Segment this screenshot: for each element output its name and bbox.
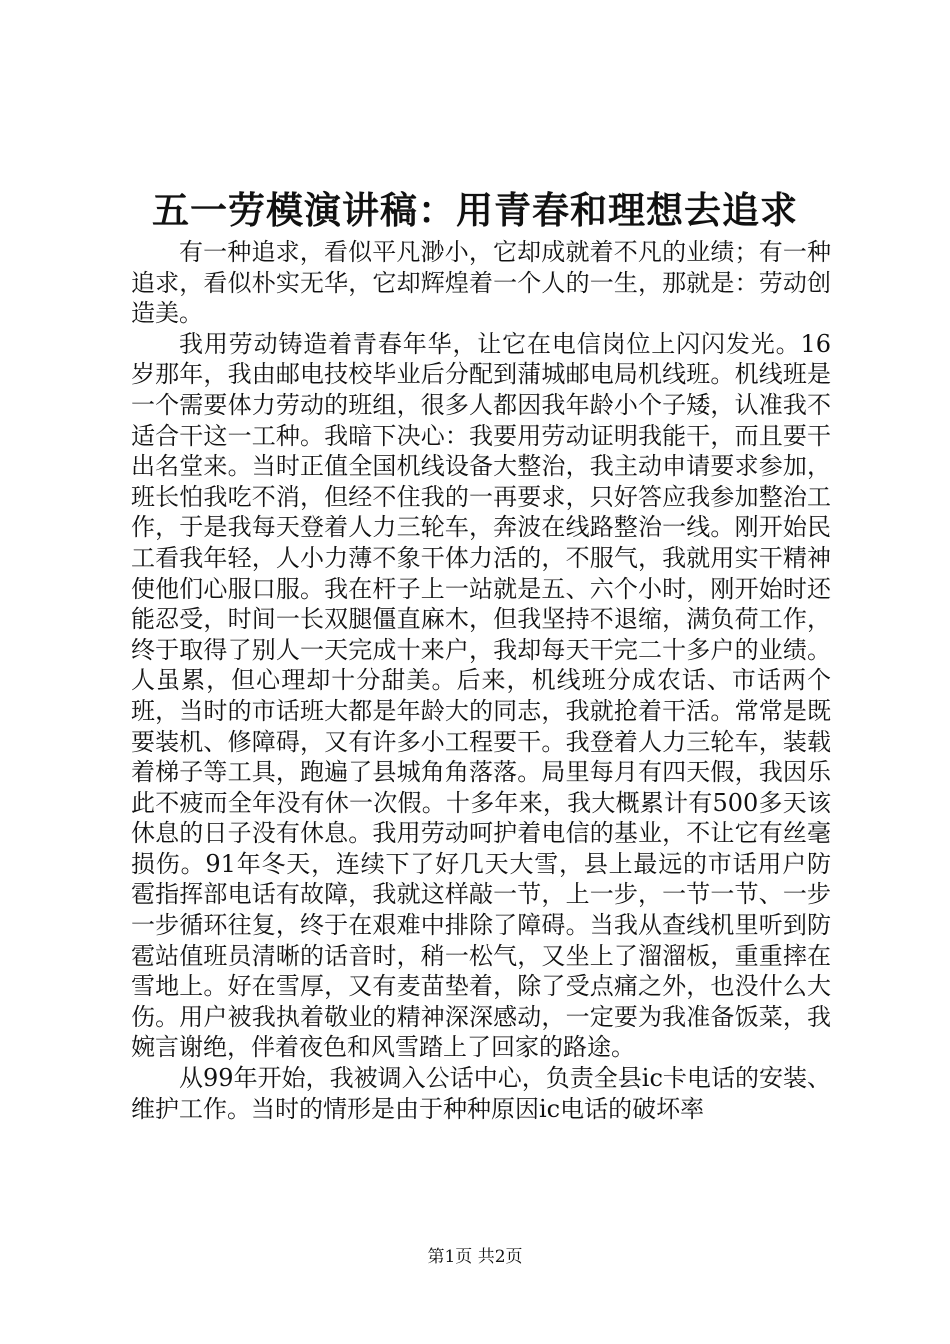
page-footer: 第1页 共2页 <box>427 1247 523 1267</box>
document-body <box>131 237 831 1124</box>
paragraph-payphone: 从99年开始，我被调入公话中心，负责全县ic卡电话的安装、维护工作。当时的情形是由于种种原因ic电话的破坏率 <box>131 1064 831 1123</box>
document-title: 五一劳模演讲稿：用青春和理想去追求 <box>152 188 798 232</box>
paragraph-youth: 我用劳动铸造着青春年华，让它在电信岗位上闪闪发光。16岁那年，我由邮电技校毕业后分配到蒲城邮电局机线班。机线班是一个需要体力劳动的班组，很多人都因我年龄小个子矮，认准我不适合干这一工种。我暗下决心：我要用劳动证明我能干，而且要干出名堂来。当时正值全国机线设备大整治，我主动申请要求参加，班长怕我吃不消，但经不住我的一再要求，只好答应我参加整治工作，于是我每天登着人力三轮车，奔波在线路整治一线。刚开始民工看我年轻，人小力薄不象干体力活的，不服气，我就用实干精神使他们心服口服。我在杆子上一站就是五、六个小时，刚开始时还能忍受，时间一长双腿僵直麻木，但我坚持不退缩，满负荷工作，终于取得了别人一天完成十来户，我却每天干完二十多户的业绩。人虽累，但心理却十分甜美。后来，机线班分成农话、市话两个班，当时的市话班大都是年龄大的同志，我就抢着干活。常常是既要装机、修障碍，又有许多小工程要干。我登着人力三轮车，装载着梯子等工具，跑遍了县城角角落落。局里每月有四天假，我因乐此不疲而全年没有休一次假。十多年来，我大概累计有500多天该休息的日子没有休息。我用劳动呵护着电信的基业，不让它有丝毫损伤。91年冬天，连续下了好几天大雪，县上最远的市话用户防雹指挥部电话有故障，我就这样敲一节，上一步，一节一节、一步一步循环往复，终于在艰难中排除了障碍。当我从查线机里听到防雹站值班员清晰的话音时，稍一松气，又坐上了溜溜板，重重摔在雪地上。好在雪厚，又有麦苗垫着，除了受点痛之外，也没什么大伤。用户被我执着敬业的精神深深感动，一定要为我准备饭菜，我婉言谢绝，伴着夜色和风雪踏上了回家的路途。 <box>131 329 831 1062</box>
paragraph-intro: 有一种追求，看似平凡渺小，它却成就着不凡的业绩；有一种追求，看似朴实无华，它却辉煌着一个人的一生，那就是：劳动创造美。 <box>131 238 831 328</box>
